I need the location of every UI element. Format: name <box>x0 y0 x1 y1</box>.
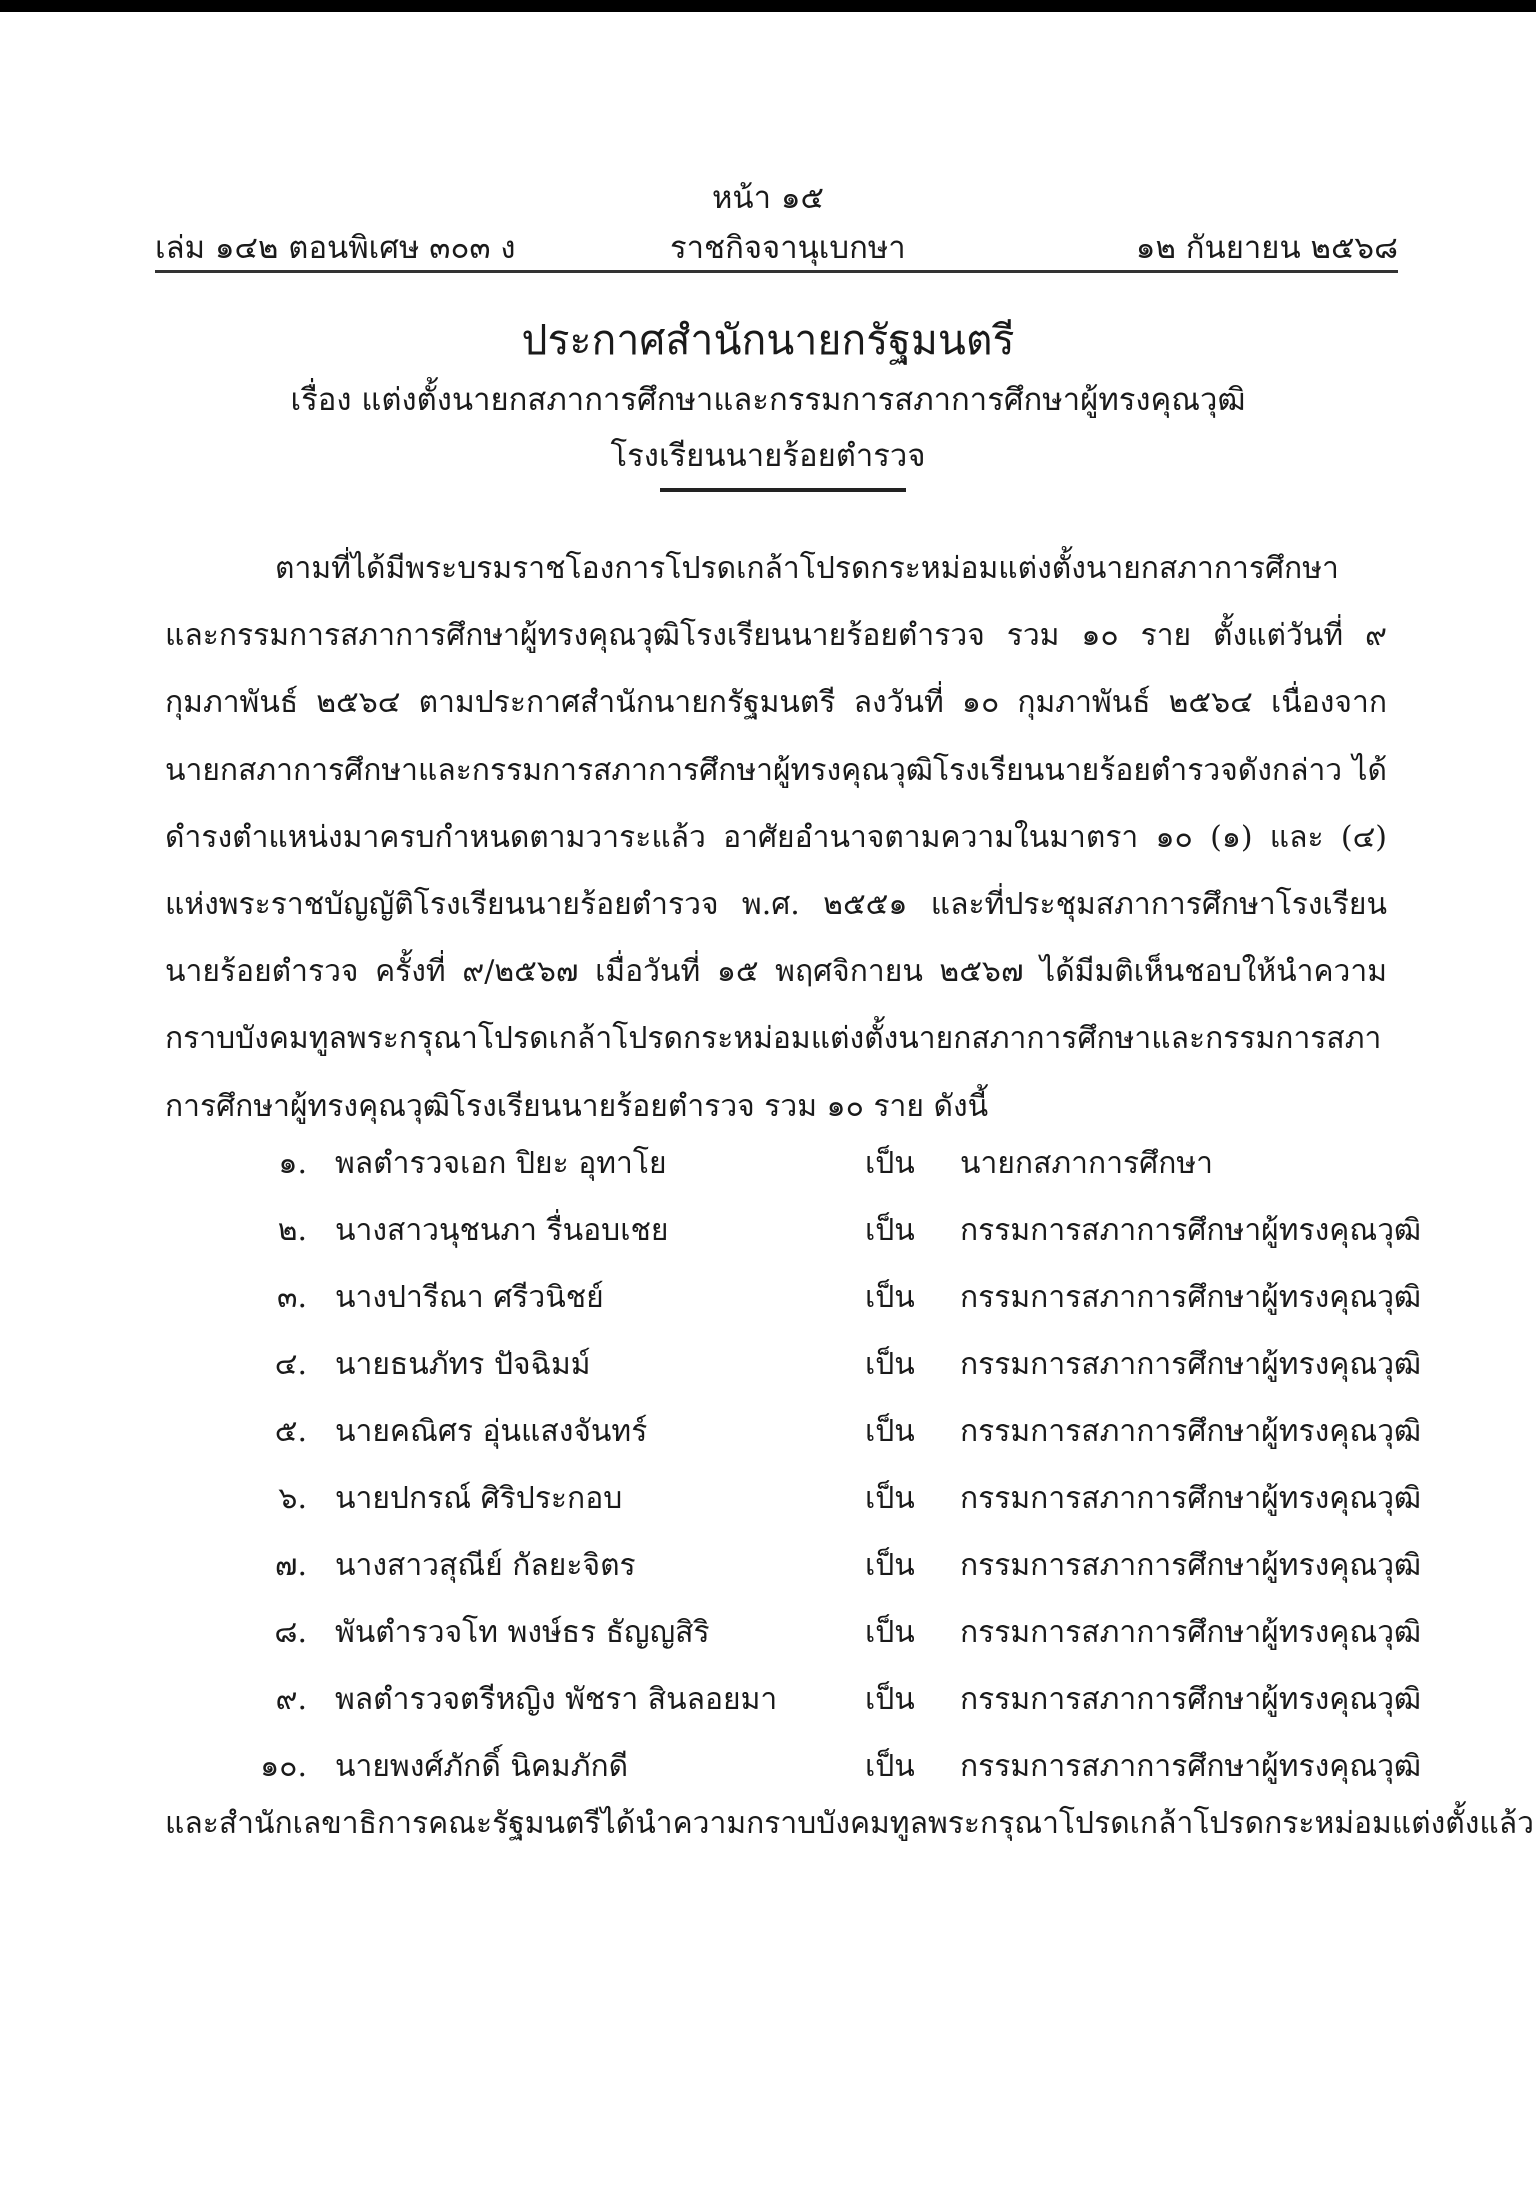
subject-line: เรื่อง แต่งตั้งนายกสภาการศึกษาและกรรมการสภาการศึกษาผู้ทรงคุณวุฒิ <box>290 382 1246 418</box>
volume-issue: เล่ม ๑๔๒ ตอนพิเศษ ๓๐๓ ง <box>155 230 516 266</box>
subject-line-2: โรงเรียนนายร้อยตำรวจ <box>610 438 926 474</box>
appointed-position: กรรมการสภาการศึกษาผู้ทรงคุณวุฒิ <box>960 1213 1422 1248</box>
appointment-number: ๑๐. <box>260 1749 307 1784</box>
announcement-title: ประกาศสำนักนายกรัฐมนตรี <box>521 316 1015 364</box>
appointment-row <box>155 1132 1395 1199</box>
appointee-name: พันตำรวจโท พงษ์ธร ธัญญสิริ <box>335 1615 710 1650</box>
appointed-as-word: เป็น <box>865 1146 915 1181</box>
title-divider <box>660 488 906 492</box>
appointee-name: นางสาวสุณีย์ กัลยะจิตร <box>335 1548 636 1583</box>
appointment-list <box>155 1132 1422 1802</box>
appointment-row <box>155 1467 1422 1534</box>
appointee-name: นายธนภัทร ปัจฉิมม์ <box>335 1347 591 1382</box>
appointed-position: กรรมการสภาการศึกษาผู้ทรงคุณวุฒิ <box>960 1347 1422 1382</box>
appointment-number: ๖. <box>278 1481 307 1516</box>
appointed-position: กรรมการสภาการศึกษาผู้ทรงคุณวุฒิ <box>960 1548 1422 1583</box>
appointed-as-word: เป็น <box>865 1347 915 1382</box>
appointee-name: พลตำรวจตรีหญิง พัชรา สินลอยมา <box>335 1682 778 1717</box>
appointment-number: ๒. <box>277 1213 307 1248</box>
appointee-name: นางปารีณา ศรีวนิชย์ <box>335 1280 604 1315</box>
closing-paragraph: และสำนักเลขาธิการคณะรัฐมนตรีได้นำความกราบบังคมทูลพระกรุณาโปรดเกล้าโปรดกระหม่อมแต่งตั้งแล้ว <box>165 1806 1534 1841</box>
publication-date: ๑๒ กันยายน ๒๕๖๘ <box>1135 230 1398 266</box>
appointed-as-word: เป็น <box>865 1280 915 1315</box>
header-divider <box>155 270 1398 273</box>
appointed-position: นายกสภาการศึกษา <box>960 1146 1213 1181</box>
appointment-number: ๕. <box>274 1414 307 1449</box>
appointment-row <box>155 1266 1422 1333</box>
appointed-as-word: เป็น <box>865 1749 915 1784</box>
appointment-row <box>155 1668 1422 1735</box>
gazette-header <box>155 222 1398 266</box>
top-black-bar <box>0 0 1536 12</box>
appointed-as-word: เป็น <box>865 1481 915 1516</box>
appointment-number: ๗. <box>274 1548 307 1583</box>
appointed-as-word: เป็น <box>865 1414 915 1449</box>
appointed-as-word: เป็น <box>865 1615 915 1650</box>
appointment-row <box>155 1333 1422 1400</box>
appointment-number: ๓. <box>276 1280 307 1315</box>
appointed-as-word: เป็น <box>865 1548 915 1583</box>
appointed-as-word: เป็น <box>865 1213 915 1248</box>
gazette-name: ราชกิจจานุเบกษา <box>670 230 906 266</box>
appointee-name: นายปกรณ์ ศิริประกอบ <box>335 1481 623 1516</box>
appointed-position: กรรมการสภาการศึกษาผู้ทรงคุณวุฒิ <box>960 1481 1422 1516</box>
appointment-row <box>155 1400 1422 1467</box>
appointed-position: กรรมการสภาการศึกษาผู้ทรงคุณวุฒิ <box>960 1414 1422 1449</box>
appointed-position: กรรมการสภาการศึกษาผู้ทรงคุณวุฒิ <box>960 1682 1422 1717</box>
appointed-as-word: เป็น <box>865 1682 915 1717</box>
appointment-row <box>155 1735 1422 1802</box>
appointment-number: ๘. <box>274 1615 307 1650</box>
appointment-row <box>155 1601 1422 1668</box>
appointment-number: ๔. <box>274 1347 307 1382</box>
appointment-number: ๙. <box>275 1682 307 1717</box>
appointment-row <box>155 1199 1422 1266</box>
page-number: หน้า ๑๕ <box>711 180 825 216</box>
appointed-position: กรรมการสภาการศึกษาผู้ทรงคุณวุฒิ <box>960 1280 1422 1315</box>
appointee-name: นายคณิศร อุ่นแสงจันทร์ <box>335 1414 648 1449</box>
appointee-name: นายพงศ์ภักดิ์ นิคมภักดี <box>335 1749 629 1784</box>
appointed-position: กรรมการสภาการศึกษาผู้ทรงคุณวุฒิ <box>960 1615 1422 1650</box>
appointment-number: ๑. <box>278 1146 307 1181</box>
appointee-name: นางสาวนุชนภา รื่นอบเชย <box>335 1213 669 1248</box>
appointee-name: พลตำรวจเอก ปิยะ อุทาโย <box>335 1146 667 1181</box>
appointed-position: กรรมการสภาการศึกษาผู้ทรงคุณวุฒิ <box>960 1749 1422 1784</box>
appointment-row <box>155 1534 1422 1601</box>
body-paragraph: ตามที่ได้มีพระบรมราชโองการโปรดเกล้าโปรดกระหม่อมแต่งตั้งนายกสภาการศึกษาและกรรมการสภาการศึกษาผู้ทรงคุณวุฒิโรงเรียนนายร้อยตำรวจ รวม ๑๐ ราย ตั้งแต่วันที่ ๙ กุมภาพันธ์ ๒๕๖๔ ตามประกาศสำนักนายกรัฐมนตรี ลงวันที่ ๑๐ กุมภาพันธ์ ๒๕๖๔ เนื่องจากนายกสภาการศึกษาและกรรมการสภาการศึกษาผู้ทรงคุณวุฒิโรงเรียนนายร้อยตำรวจดังกล่าว ได้ดำรงตำแหน่งมาครบกำหนดตามวาระแล้ว อาศัยอำนาจตามความในมาตรา ๑๐ (๑) และ (๔) แห่งพระราชบัญญัติโรงเรียนนายร้อยตำรวจ พ.ศ. ๒๕๕๑ และที่ประชุมสภาการศึกษาโรงเรียนนายร้อยตำรวจ ครั้งที่ ๙/๒๕๖๗ เมื่อวันที่ ๑๕ พฤศจิกายน ๒๕๖๗ ได้มีมติเห็นชอบให้นำความกราบบังคมทูลพระกรุณาโปรดเกล้าโปรดกระหม่อมแต่งตั้งนายกสภาการศึกษาและกรรมการสภาการศึกษาผู้ทรงคุณวุฒิโรงเรียนนายร้อยตำรวจ รวม ๑๐ ราย ดังนี้ <box>165 551 1388 1124</box>
